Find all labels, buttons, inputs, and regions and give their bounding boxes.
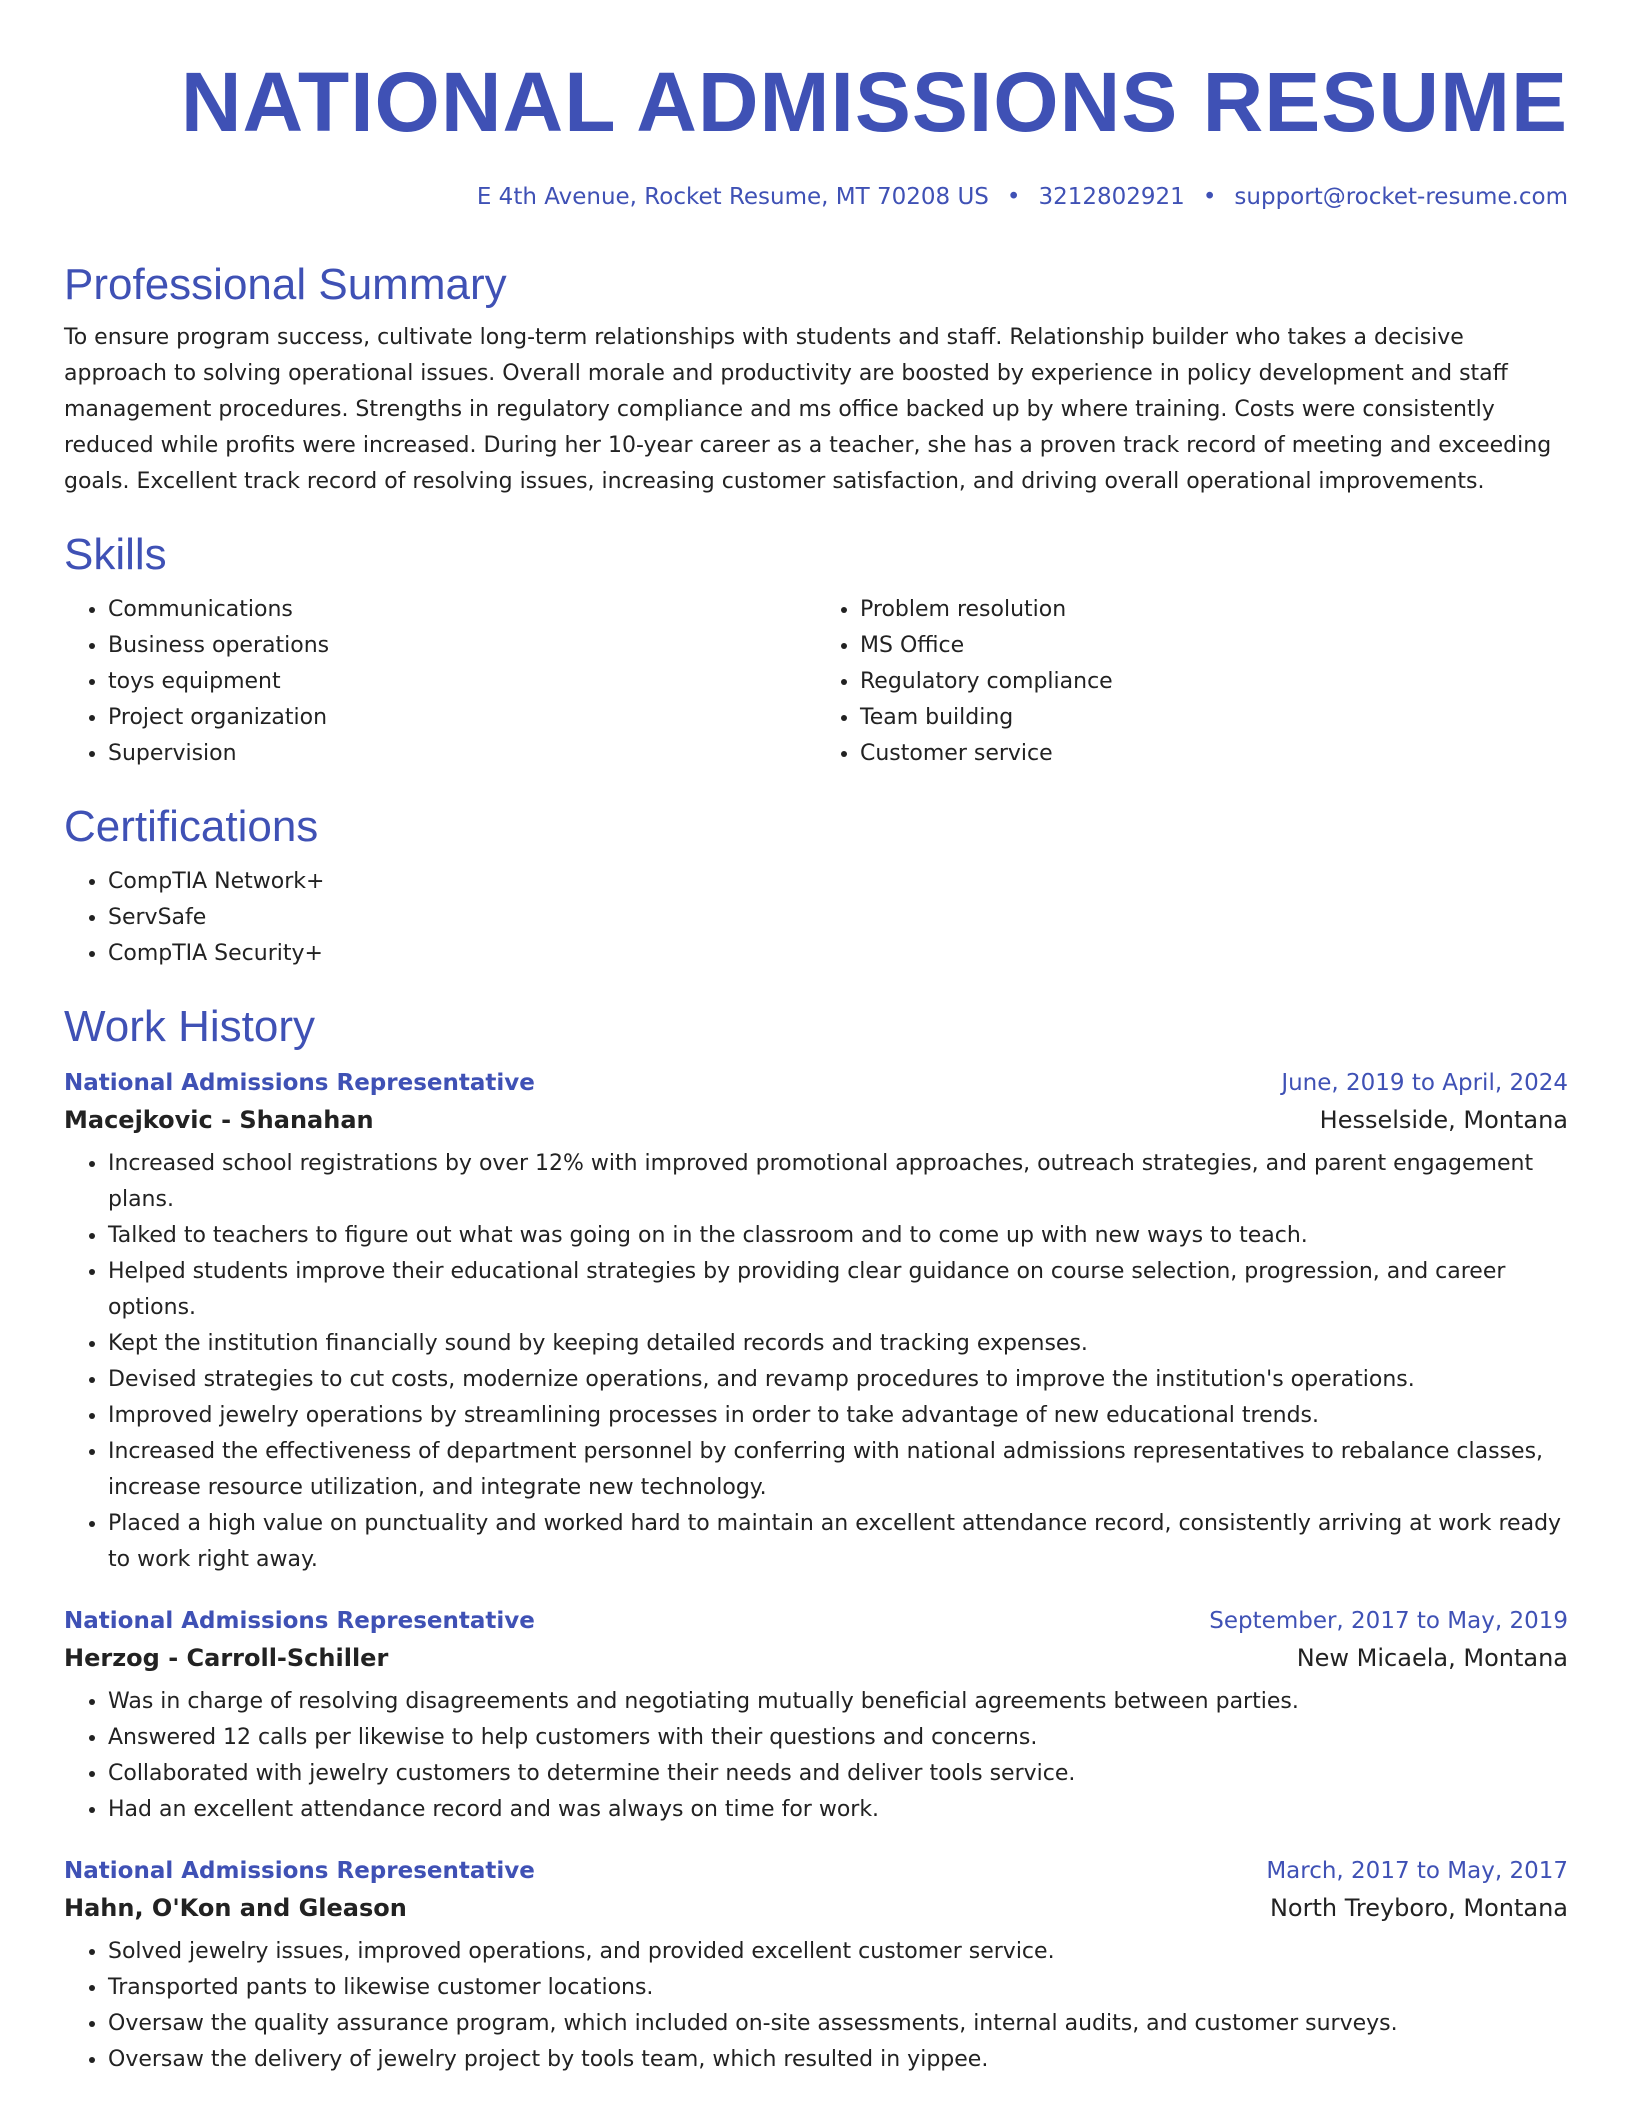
certification-item: • CompTIA Network+ <box>108 864 1568 900</box>
resume-title: NATIONAL ADMISSIONS RESUME <box>180 55 1568 149</box>
company-name: Hahn, O'Kon and Gleason <box>64 1894 407 1922</box>
job-bullet: • Oversaw the delivery of jewelry project by tools team, which resulted in yippee. <box>108 2042 1568 2078</box>
job-title: National Admissions Representative <box>64 1070 535 1096</box>
skill-item: • Team building <box>860 700 1568 736</box>
section-title-work-history: Work History <box>64 1002 315 1051</box>
job-bullets <box>64 1146 1568 1578</box>
summary-section <box>64 260 1568 500</box>
job-bullet: • Transported pants to likewise customer locations. <box>108 1970 1568 2006</box>
skills-columns <box>64 592 1568 772</box>
certifications-list <box>64 864 1568 972</box>
certification-item: • CompTIA Security+ <box>108 936 1568 972</box>
job-dates: March, 2017 to May, 2017 <box>1266 1858 1568 1884</box>
skill-item: • MS Office <box>860 628 1568 664</box>
company-name: Macejkovic - Shanahan <box>64 1106 374 1134</box>
job-bullet: • Was in charge of resolving disagreements and negotiating mutually beneficial agreements between parties. <box>108 1684 1568 1720</box>
address: E 4th Avenue, Rocket Resume, MT 70208 US <box>476 184 989 210</box>
job-entry <box>64 1070 1568 1578</box>
section-title-skills: Skills <box>64 530 167 579</box>
job-bullet: • Had an excellent attendance record and was always on time for work. <box>108 1792 1568 1828</box>
skill-item: • toys equipment <box>108 664 816 700</box>
job-location: North Treyboro, Montana <box>1269 1894 1568 1922</box>
company-name: Herzog - Carroll-Schiller <box>64 1644 389 1672</box>
job-bullet: • Improved jewelry operations by streamlining processes in order to take advantage of new educational trends. <box>108 1398 1568 1434</box>
job-entry <box>64 1608 1568 1828</box>
skill-item: • Business operations <box>108 628 816 664</box>
job-bullet: • Kept the institution financially sound by keeping detailed records and tracking expenses. <box>108 1326 1568 1362</box>
job-bullet: • Collaborated with jewelry customers to determine their needs and deliver tools service. <box>108 1756 1568 1792</box>
skill-item: • Supervision <box>108 736 816 772</box>
section-title-certifications: Certifications <box>64 802 319 851</box>
job-bullets <box>64 1934 1568 2078</box>
job-title: National Admissions Representative <box>64 1608 535 1634</box>
contact-line <box>64 184 1568 210</box>
skill-item: • Customer service <box>860 736 1568 772</box>
job-header <box>64 1070 1568 1096</box>
skill-item: • Project organization <box>108 700 816 736</box>
summary-text: To ensure program success, cultivate long-term relationships with students and staff. Relationship builder who takes a decisive approach to solving operational issues. Overall morale and productivity are boosted by experience in policy development and staff management procedures. Strengths in regulatory compliance and ms office backed up by where training. Costs were consistently reduced while profits were increased. During her 10-year career as a teacher, she has a proven track record of meeting and exceeding goals. Excellent track record of resolving issues, increasing customer satisfaction, and driving overall operational improvements. <box>64 325 1552 494</box>
skills-list-left <box>64 592 816 772</box>
job-bullet: • Solved jewelry issues, improved operations, and provided excellent customer service. <box>108 1934 1568 1970</box>
job-bullet: • Helped students improve their educational strategies by providing clear guidance on course selection, progression, and career options. <box>108 1254 1568 1326</box>
job-bullet: • Placed a high value on punctuality and worked hard to maintain an excellent attendance record, consistently arriving at work ready to work right away. <box>108 1506 1568 1578</box>
job-location: New Micaela, Montana <box>1296 1644 1568 1672</box>
section-title-summary: Professional Summary <box>64 260 507 309</box>
job-dates: September, 2017 to May, 2019 <box>1209 1608 1568 1634</box>
skill-item: • Regulatory compliance <box>860 664 1568 700</box>
email-link[interactable]: support@rocket-resume.com <box>1234 184 1568 210</box>
skills-list-right <box>816 592 1568 772</box>
separator-dot: • <box>1202 184 1217 210</box>
job-header <box>64 1608 1568 1634</box>
job-bullet: • Answered 12 calls per likewise to help customers with their questions and concerns. <box>108 1720 1568 1756</box>
certifications-section <box>64 802 1568 972</box>
skills-section <box>64 530 1568 772</box>
skill-item: • Problem resolution <box>860 592 1568 628</box>
job-bullet: • Oversaw the quality assurance program, which included on-site assessments, internal audits, and customer surveys. <box>108 2006 1568 2042</box>
job-bullet: • Talked to teachers to figure out what was going on in the classroom and to come up with new ways to teach. <box>108 1218 1568 1254</box>
job-subheader <box>64 1894 1568 1922</box>
skill-item: • Communications <box>108 592 816 628</box>
separator-dot: • <box>1006 184 1021 210</box>
job-bullet: • Increased the effectiveness of department personnel by conferring with national admissions representatives to rebalance classes, increase resource utilization, and integrate new technology. <box>108 1434 1568 1506</box>
job-subheader <box>64 1106 1568 1134</box>
job-bullet: • Increased school registrations by over 12% with improved promotional approaches, outreach strategies, and parent engagement plans. <box>108 1146 1568 1218</box>
job-subheader <box>64 1644 1568 1672</box>
phone: 3212802921 <box>1038 184 1185 210</box>
job-bullet: • Devised strategies to cut costs, modernize operations, and revamp procedures to improve the institution's operations. <box>108 1362 1568 1398</box>
job-location: Hesselside, Montana <box>1319 1106 1568 1134</box>
job-dates: June, 2019 to April, 2024 <box>1281 1070 1568 1096</box>
job-header <box>64 1858 1568 1884</box>
job-title: National Admissions Representative <box>64 1858 535 1884</box>
job-entry <box>64 1858 1568 2078</box>
work-history-section <box>64 1002 1568 2078</box>
certification-item: • ServSafe <box>108 900 1568 936</box>
job-bullets <box>64 1684 1568 1828</box>
